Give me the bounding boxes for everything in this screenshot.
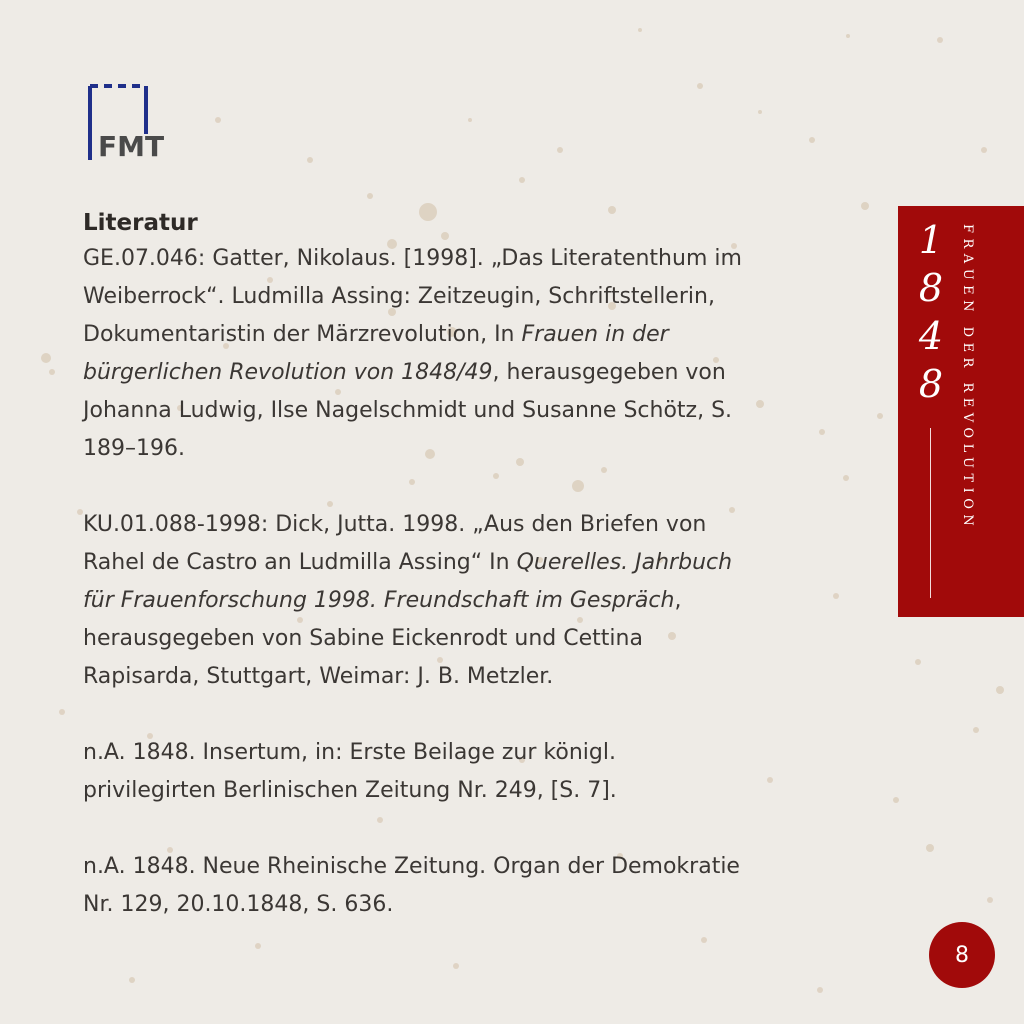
entry-text: Weiberrock“. Ludmilla Assing: Zeitzeugin, Schriftstellerin, [83,284,715,309]
entry-text: Johanna Ludwig, Ilse Nagelschmidt und Susanne Schötz, S. [83,398,733,423]
literature-entry [83,506,883,696]
page-number-badge: 8 [929,922,995,988]
entry-text: 189–196. [83,436,185,461]
year-digit: 4 [918,314,944,358]
entry-title-italic: Querelles. Jahrbuch [516,550,733,575]
entry-title-italic: Frauen in der [521,322,669,347]
entry-text: GE.07.046: Gatter, Nikolaus. [1998]. „Das Literatenthum im [83,246,742,271]
entry-text: Nr. 129, 20.10.1848, S. 636. [83,892,394,917]
year-digit: 8 [918,362,944,406]
entry-text: , herausgegeben von [492,360,726,385]
section-heading: Literatur [83,210,198,236]
literature-entry [83,848,883,924]
year-digit: 8 [918,266,944,310]
entry-text: Rahel de Castro an Ludmilla Assing“ In [83,550,517,575]
year-digit: 1 [918,218,944,262]
logo-text: FMT [98,130,165,163]
entry-text: privilegirten Berlinischen Zeitung Nr. 249, [S. 7]. [83,778,617,803]
entry-text: KU.01.088-1998: Dick, Jutta. 1998. „Aus den Briefen von [83,512,707,537]
entry-text: herausgegeben von Sabine Eickenrodt und Cettina [83,626,643,651]
literature-section [83,206,883,962]
literature-entry [83,240,883,468]
entry-text: Dokumentaristin der Märzrevolution, In [83,322,522,347]
series-sidebar [898,206,1024,617]
entry-text: n.A. 1848. Insertum, in: Erste Beilage zur königl. [83,740,616,765]
entry-text: n.A. 1848. Neue Rheinische Zeitung. Organ der Demokratie [83,854,740,879]
series-title-vertical: FRAUEN DER REVOLUTION [960,224,975,532]
entry-text: Rapisarda, Stuttgart, Weimar: J. B. Metzler. [83,664,554,689]
entry-title-italic: bürgerlichen Revolution von 1848/49 [83,360,493,385]
sidebar-divider [930,428,931,598]
entry-title-italic: für Frauenforschung 1998. Freundschaft im Gespräch [83,588,675,613]
literature-entry [83,734,883,810]
entry-text: , [674,588,682,613]
fmt-logo [86,84,176,174]
